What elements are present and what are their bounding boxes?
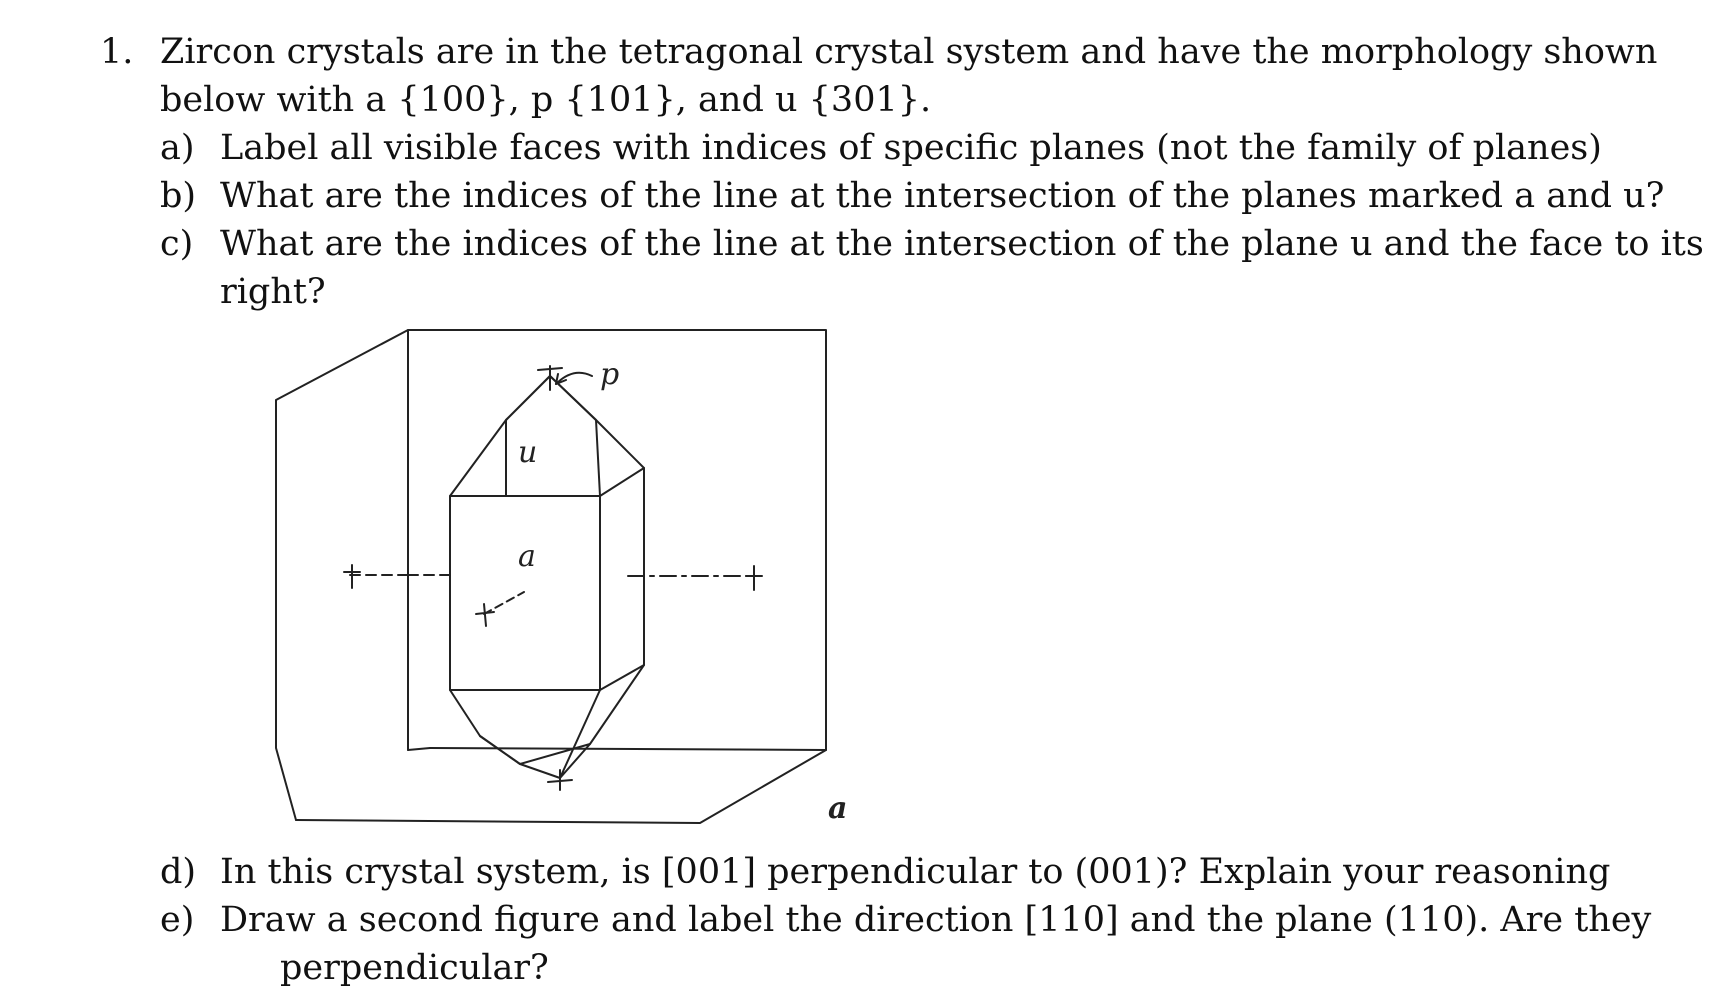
part-b-text: What are the indices of the line at the intersection of the planes marked a and u? bbox=[220, 176, 1665, 216]
box-floor-back-edge bbox=[408, 748, 430, 750]
axis-tick-right bbox=[746, 566, 762, 590]
intro-line-1: Zircon crystals are in the tetragonal crystal system and have the morphology shown bbox=[160, 32, 1658, 72]
part-a-marker: a) bbox=[160, 128, 195, 168]
axis-tick-top bbox=[538, 366, 562, 390]
axis-tick-diagonal bbox=[476, 604, 494, 626]
axis-diagonal bbox=[484, 592, 524, 614]
part-c-text-line-1: What are the indices of the line at the intersection of the plane u and the face to its bbox=[220, 224, 1704, 264]
problem-number: 1. bbox=[100, 32, 134, 72]
intro-line-2: below with a {100}, p {101}, and u {301}. bbox=[160, 80, 932, 120]
part-d-text: In this crystal system, is [001] perpendicular to (001)? Explain your reasoning bbox=[220, 852, 1611, 892]
label-u: u bbox=[518, 435, 538, 470]
label-p: p bbox=[600, 357, 620, 392]
part-d-marker: d) bbox=[160, 852, 197, 892]
part-c-marker: c) bbox=[160, 224, 194, 264]
part-e-text-line-2: perpendicular? bbox=[280, 948, 549, 988]
crystal-top-pyramid bbox=[450, 376, 644, 496]
part-c-text-line-2: right? bbox=[220, 272, 326, 312]
part-a-text: Label all visible faces with indices of specific planes (not the family of planes) bbox=[220, 128, 1602, 168]
part-b-marker: b) bbox=[160, 176, 197, 216]
axis-tick-bottom bbox=[548, 770, 572, 790]
label-a-face: a bbox=[518, 539, 536, 574]
box-back-wall bbox=[408, 330, 826, 750]
part-e-marker: e) bbox=[160, 900, 195, 940]
axis-tick-left bbox=[344, 565, 360, 588]
crystal-prism bbox=[450, 468, 644, 690]
part-e-text-line-1: Draw a second figure and label the direction [110] and the plane (110). Are they bbox=[220, 900, 1652, 940]
label-a-axis: a bbox=[828, 791, 848, 826]
